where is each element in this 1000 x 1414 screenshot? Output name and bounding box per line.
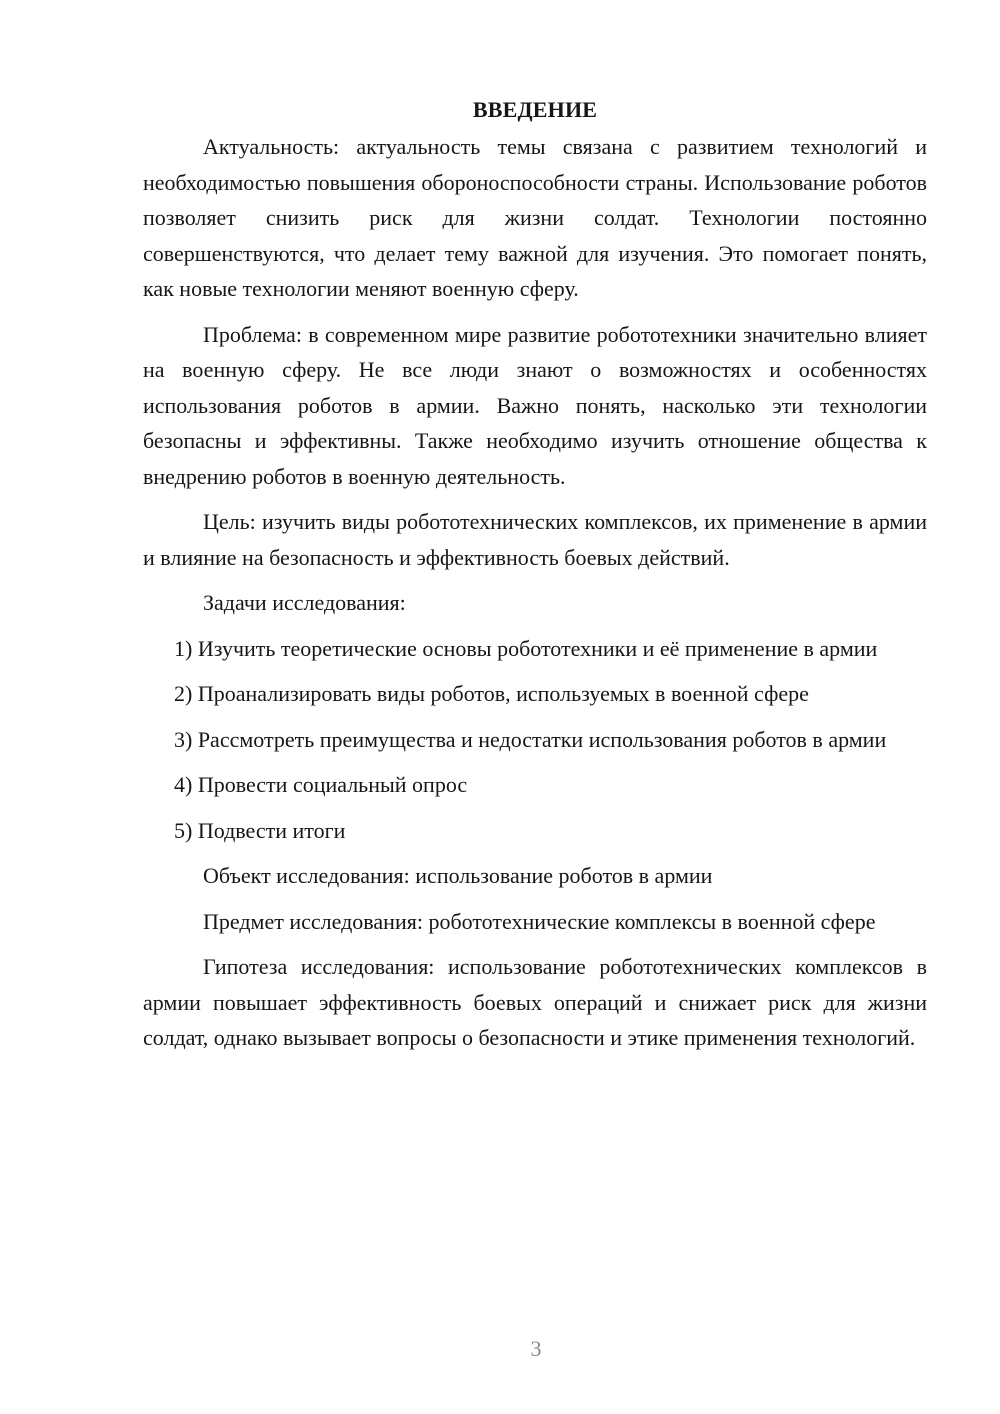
section-title: ВВЕДЕНИЕ [472, 97, 598, 122]
task-item-2: 2) Проанализировать виды роботов, используемых в военной сфере [174, 681, 809, 706]
tasks-heading: Задачи исследования: [203, 590, 406, 615]
subject-paragraph: Предмет исследования: робототехнические комплексы в военной сфере [203, 908, 876, 934]
task-item-4: 4) Провести социальный опрос [174, 772, 468, 797]
goal-paragraph: Цель: изучить виды робототехнических комплексов, их применение в армии и влияние на безопасность и эффективность боевых действий. [143, 509, 927, 570]
task-item-1: 1) Изучить теоретические основы робототехники и её применение в армии [174, 635, 878, 661]
object-paragraph: Объект исследования: использование роботов в армии [203, 863, 713, 888]
task-item-5: 5) Подвести итоги [174, 817, 346, 843]
document-page [143, 92, 927, 1056]
page-number: 3 [530, 1336, 542, 1361]
task-item-3: 3) Рассмотреть преимущества и недостатки использования роботов в армии [174, 726, 887, 752]
relevance-paragraph: Актуальность: актуальность темы связана с развитием технологий и необходимостью повышения обороноспособности страны. Использование роботов позволяет снизить риск для жизни солдат. Технологии постоянно совершенствуются, что делает тему важной для изучения. Это помогает понять, как новые технологии меняют военную сферу. [143, 134, 927, 301]
hypothesis-paragraph: Гипотеза исследования: использование робототехнических комплексов в армии повышает эффективность боевых операций и снижает риск для жизни солдат, однако вызывает вопросы о безопасности и этике применения технологий. [143, 954, 927, 1050]
problem-paragraph: Проблема: в современном мире развитие робототехники значительно влияет на военную сферу. Не все люди знают о возможностях и особенностях использования роботов в армии. Важно понять, насколько эти технологии безопасны и эффективны. Также необходимо изучить отношение общества к внедрению роботов в военную деятельность. [143, 321, 927, 489]
